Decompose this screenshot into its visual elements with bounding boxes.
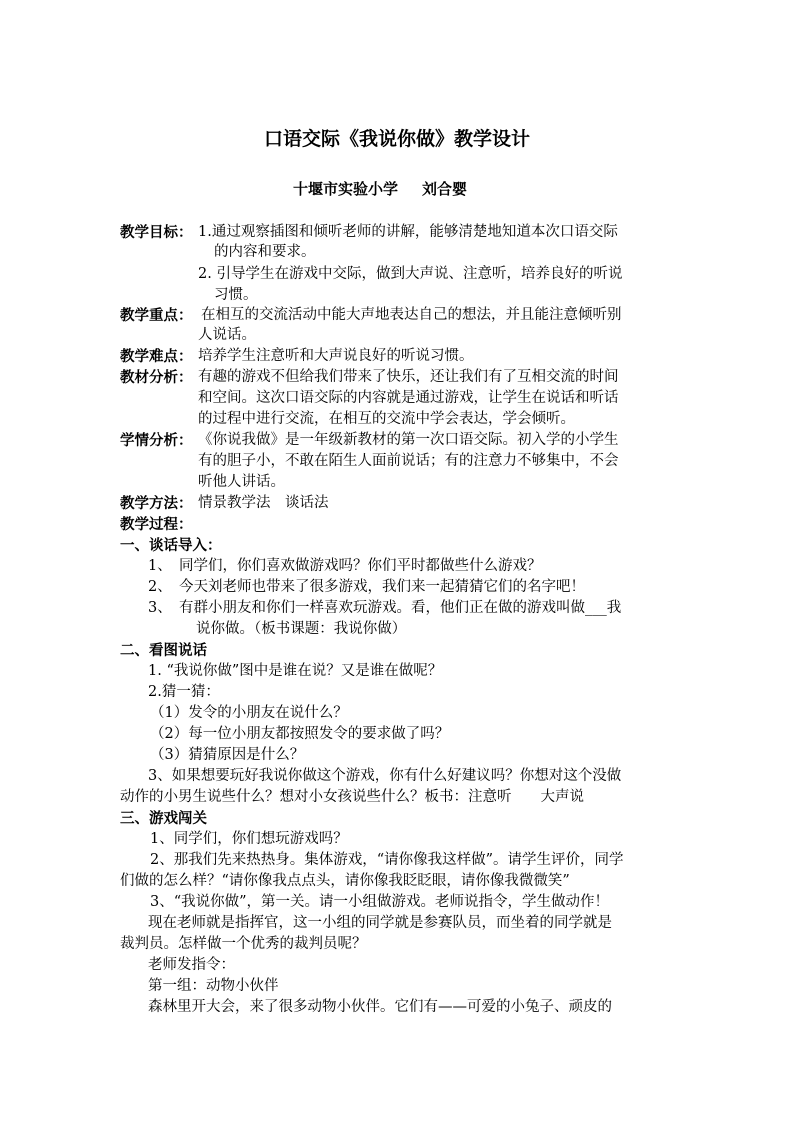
students-label: 学情分析： — [120, 432, 193, 449]
students-line-3: 听他人讲话。 — [198, 474, 285, 490]
s3-item-3: 3、“我说你做”，第一关。请一小组做游戏。老师说指令，学生做动作！ — [150, 894, 610, 910]
school-name: 十堰市实验小学 — [292, 180, 398, 198]
objectives-line-3: 2. 引导学生在游戏中交际，做到大声说、注意听，培养良好的听说 — [198, 266, 623, 282]
s2-item-1: 1. “我说你做”图中是谁在说？又是谁在做呢？ — [148, 663, 443, 679]
students-line-1: 《你说我做》是一年级新教材的第一次口语交际。初入学的小学生 — [198, 432, 619, 448]
objectives-line-2: 的内容和要求。 — [214, 244, 316, 260]
s3-paragraph-1b: 裁判员。怎样做一个优秀的裁判员呢？ — [120, 936, 367, 952]
s3-paragraph-3: 第一组：动物小伙伴 — [148, 978, 279, 994]
material-label: 教材分析： — [120, 369, 193, 386]
s1-item-1: 1、 同学们，你们喜欢做游戏吗？你们平时都做些什么游戏？ — [148, 558, 542, 574]
material-line-2: 和空间。这次口语交际的内容就是通过游戏，让学生在说话和听话 — [198, 390, 619, 406]
s2-question-3: （3）猜猜原因是什么？ — [150, 747, 305, 763]
s2-item-3b: 动作的小男生说些什么？想对小女孩说些什么？板书：注意听 大声说 — [120, 789, 584, 805]
s3-paragraph-4: 森林里开大会，来了很多动物小伙伴。它们有——可爱的小兔子、顽皮的 — [148, 999, 612, 1015]
s3-paragraph-1a: 现在老师就是指挥官，这一小组的同学就是参赛队员，而坐着的同学就是 — [148, 915, 612, 931]
key-point-line-1: 在相互的交流活动中能大声地表达自己的想法，并且能注意倾听别 — [201, 307, 622, 323]
s3-paragraph-2: 老师发指令： — [148, 957, 235, 973]
s3-item-2a: 2、那我们先来热热身。集体游戏，“请你像我这样做”。请学生评价，同学 — [150, 852, 624, 868]
method-label: 教学方法： — [120, 495, 193, 512]
students-line-2: 有的胆子小，不敢在陌生人面前说话；有的注意力不够集中，不会 — [198, 453, 619, 469]
key-point-line-2: 人说话。 — [198, 327, 256, 343]
difficulty-line-1: 培养学生注意听和大声说良好的听说习惯。 — [198, 348, 474, 364]
method-text: 情景教学法 谈话法 — [198, 495, 329, 511]
objectives-line-1: 1.通过观察插图和倾听老师的讲解，能够清楚地知道本次口语交际 — [198, 224, 618, 240]
s2-item-2: 2.猜一猜： — [148, 684, 220, 700]
s2-question-2: （2）每一位小朋友都按照发令的要求做了吗？ — [150, 726, 450, 742]
objectives-label: 教学目标： — [120, 224, 193, 241]
s1-item-2: 2、 今天刘老师也带来了很多游戏，我们来一起猜猜它们的名字吧！ — [148, 579, 585, 595]
material-line-1: 有趣的游戏不但给我们带来了快乐，还让我们有了互相交流的时间 — [198, 369, 619, 385]
section-3-heading: 三、游戏闯关 — [120, 810, 207, 827]
process-label: 教学过程： — [120, 516, 193, 533]
objectives-line-4: 习惯。 — [214, 287, 258, 303]
section-2-heading: 二、看图说话 — [120, 642, 207, 659]
document-title: 口语交际《我说你做》教学设计 — [263, 128, 530, 150]
author-name: 刘合婴 — [422, 180, 468, 198]
s1-item-3a: 3、 有群小朋友和你们一样喜欢玩游戏。看，他们正在做的游戏叫做___我 — [148, 600, 622, 616]
s2-question-1: （1）发令的小朋友在说什么？ — [150, 705, 348, 721]
material-line-3: 的过程中进行交流，在相互的交流中学会表达，学会倾听。 — [198, 411, 575, 427]
key-point-label: 教学重点： — [120, 307, 193, 324]
difficulty-label: 教学难点： — [120, 348, 193, 365]
s3-item-1: 1、同学们，你们想玩游戏吗？ — [150, 831, 348, 847]
section-1-heading: 一、谈话导入： — [120, 537, 222, 554]
s1-item-3b: 说你做。（板书课题：我说你做） — [196, 621, 407, 637]
s3-item-2b: 们做的怎么样？“请你像我点点头，请你像我眨眨眼，请你像我微微笑” — [120, 873, 570, 889]
author-line — [0, 178, 760, 200]
s2-item-3a: 3、如果想要玩好我说你做这个游戏，你有什么好建议吗？你想对这个没做 — [148, 768, 622, 784]
